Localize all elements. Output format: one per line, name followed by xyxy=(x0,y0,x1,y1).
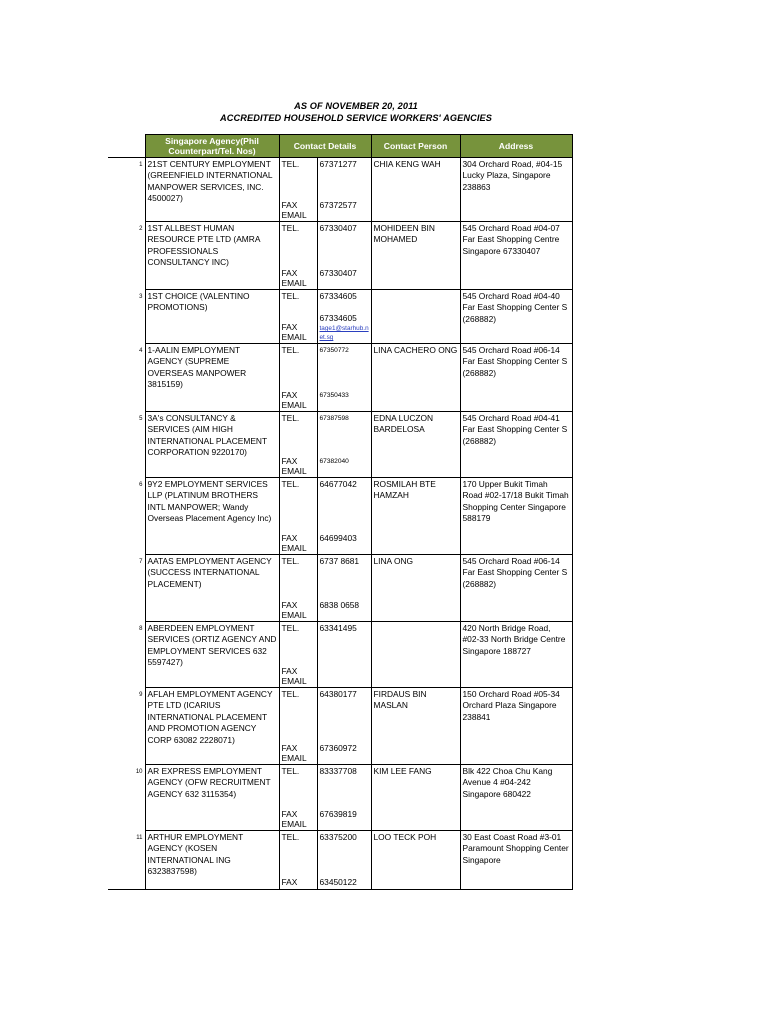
contact-values-cell xyxy=(317,765,371,831)
agency-name: 1ST ALLBEST HUMAN RESOURCE PTE LTD (AMRA PROFESSIONALS CONSULTANCY INC) xyxy=(147,223,260,268)
address-cell xyxy=(460,831,572,890)
fax-number: 67639819 xyxy=(319,808,357,819)
email-label: EMAIL xyxy=(281,819,307,829)
address-text: 420 North Bridge Road, #02-33 North Bridge Centre Singapore 188727 xyxy=(462,623,566,656)
table-row xyxy=(108,622,572,688)
contact-person: LOO TECK POH xyxy=(373,832,437,842)
row-number xyxy=(108,622,145,688)
contact-person-cell xyxy=(371,290,460,344)
table-header-row xyxy=(108,135,572,158)
address-text: 545 Orchard Road #06-14 Far East Shopping Center S (268882) xyxy=(462,345,568,378)
contact-labels-cell xyxy=(279,831,317,890)
tel-number: 64677042 xyxy=(319,479,357,489)
agency-name: ABERDEEN EMPLOYMENT SERVICES (ORTIZ AGENCY AND EMPLOYMENT SERVICES 632 5597427) xyxy=(147,623,277,668)
tel-label: TEL. xyxy=(281,291,300,301)
table-row xyxy=(108,765,572,831)
address-cell xyxy=(460,222,572,290)
contact-person: CHIA KENG WAH xyxy=(373,159,441,169)
tel-label: TEL. xyxy=(281,479,300,489)
email-label: EMAIL xyxy=(281,543,307,553)
contact-person: LINA CACHERO ONG xyxy=(373,345,458,355)
address-text: Blk 422 Choa Chu Kang Avenue 4 #04-242 Singapore 680422 xyxy=(462,766,553,799)
contact-values-cell xyxy=(317,158,371,222)
contact-values-cell xyxy=(317,344,371,412)
tel-number: 67330407 xyxy=(319,223,357,233)
email-label: EMAIL xyxy=(281,676,307,686)
date-line: AS OF NOVEMBER 20, 2011 xyxy=(294,101,418,111)
row-number-text: 1 xyxy=(139,162,143,168)
tel-label: TEL. xyxy=(281,766,300,776)
contact-labels-cell xyxy=(279,222,317,290)
fax-number: 67330407 xyxy=(319,267,357,278)
tel-number: 6737 8681 xyxy=(319,556,360,566)
tel-number: 63341495 xyxy=(319,623,357,633)
row-number xyxy=(108,158,145,222)
contact-labels-cell xyxy=(279,344,317,412)
tel-label: TEL. xyxy=(281,623,300,633)
address-text: 545 Orchard Road #04-40 Far East Shopping Center S (268882) xyxy=(462,291,568,324)
agency-cell xyxy=(145,478,279,555)
row-number-text: 2 xyxy=(139,225,143,232)
address-cell xyxy=(460,765,572,831)
contact-person-cell xyxy=(371,478,460,555)
fax-label: FAX xyxy=(281,808,298,819)
address-cell xyxy=(460,688,572,765)
contact-labels-cell xyxy=(279,412,317,478)
fax-label: FAX xyxy=(281,599,298,610)
row-number-text: 4 xyxy=(139,347,143,354)
contact-values-cell xyxy=(317,622,371,688)
fax-label: FAX xyxy=(281,455,298,466)
fax-label: FAX xyxy=(281,532,298,543)
agency-cell xyxy=(145,765,279,831)
row-number-text: 3 xyxy=(139,293,143,300)
row-number-text: 6 xyxy=(139,481,143,488)
contact-person: KIM LEE FANG xyxy=(373,766,432,776)
tel-label: TEL. xyxy=(281,223,300,233)
row-number xyxy=(108,344,145,412)
agency-table xyxy=(108,134,573,890)
row-number-text: 10 xyxy=(135,768,143,775)
row-number-text: 11 xyxy=(136,834,143,841)
fax-number: 67382040 xyxy=(319,457,349,465)
table-row xyxy=(108,290,572,344)
tel-label: TEL. xyxy=(281,413,300,423)
agency-column-header: Singapore Agency(Phil Counterpart/Tel. Nos) xyxy=(145,135,279,158)
contact-labels-cell xyxy=(279,478,317,555)
row-number-text: 8 xyxy=(139,625,143,632)
contact-values-cell xyxy=(317,222,371,290)
table-row xyxy=(108,688,572,765)
table-row xyxy=(108,478,572,555)
agency-cell xyxy=(145,344,279,412)
email-label: EMAIL xyxy=(281,400,307,410)
contact-labels-cell xyxy=(279,622,317,688)
tel-number: 67350772 xyxy=(319,347,349,354)
contact-values-cell xyxy=(317,688,371,765)
contact-person-cell xyxy=(371,765,460,831)
fax-number: 63450122 xyxy=(319,876,357,887)
address-cell xyxy=(460,158,572,222)
contact-values-cell xyxy=(317,478,371,555)
contact-person-cell xyxy=(371,688,460,765)
fax-label: FAX xyxy=(281,199,298,210)
agency-name: 1-AALIN EMPLOYMENT AGENCY (SUPREME OVERSEAS MANPOWER 3815159) xyxy=(147,345,247,390)
email-link[interactable]: tage1@starhub.net.sg xyxy=(319,325,369,341)
address-text: 545 Orchard Road #04-07 Far East Shopping Centre Singapore 67330407 xyxy=(462,223,560,256)
row-number xyxy=(108,688,145,765)
agency-name: AFLAH EMPLOYMENT AGENCY PTE LTD (ICARIUS INTERNATIONAL PLACEMENT AND PROMOTION AGENCY CORP 63082 2228071) xyxy=(147,689,273,745)
agency-name: AR EXPRESS EMPLOYMENT AGENCY (OFW RECRUITMENT AGENCY 632 3115354) xyxy=(147,766,271,799)
row-number-text: 7 xyxy=(139,558,143,565)
table-row xyxy=(108,555,572,622)
row-number xyxy=(108,290,145,344)
row-number xyxy=(108,831,145,890)
row-number xyxy=(108,222,145,290)
contact-person: LINA ONG xyxy=(373,556,414,566)
index-header xyxy=(108,135,145,158)
agency-name: 9Y2 EMPLOYMENT SERVICES LLP (PLATINUM BROTHERS INTL MANPOWER; Wandy Overseas Placement Agency Inc) xyxy=(147,479,272,524)
tel-number: 67387598 xyxy=(319,415,349,422)
row-number xyxy=(108,555,145,622)
agency-name: 21ST CENTURY EMPLOYMENT (GREENFIELD INTERNATIONAL MANPOWER SERVICES, INC. 4500027) xyxy=(147,159,273,204)
row-number-text: 9 xyxy=(139,691,143,698)
agency-cell xyxy=(145,622,279,688)
row-number xyxy=(108,412,145,478)
address-text: 150 Orchard Road #05-34 Orchard Plaza Singapore 238841 xyxy=(462,689,560,722)
row-number-text: 5 xyxy=(139,415,143,422)
row-number xyxy=(108,478,145,555)
table-row xyxy=(108,412,572,478)
table-row xyxy=(108,344,572,412)
contact-person: EDNA LUCZON BARDELOSA xyxy=(373,413,434,435)
fax-number: 67360972 xyxy=(319,742,357,753)
tel-number: 67371277 xyxy=(319,159,357,169)
contact-values-cell xyxy=(317,555,371,622)
contact-column-header: Contact Details xyxy=(279,135,371,158)
tel-number: 63375200 xyxy=(319,832,357,842)
address-text: 30 East Coast Road #3-01 Paramount Shopping Center Singapore xyxy=(462,832,569,865)
email-label: EMAIL xyxy=(281,466,307,476)
email-label: EMAIL xyxy=(281,753,307,763)
contact-labels-cell xyxy=(279,555,317,622)
contact-values-cell xyxy=(317,831,371,890)
table-row xyxy=(108,158,572,222)
contact-values-cell xyxy=(317,412,371,478)
title-line: ACCREDITED HOUSEHOLD SERVICE WORKERS' AGENCIES xyxy=(220,113,492,123)
person-column-header: Contact Person xyxy=(371,135,460,158)
agency-name: AATAS EMPLOYMENT AGENCY (SUCCESS INTERNATIONAL PLACEMENT) xyxy=(147,556,272,589)
fax-label: FAX xyxy=(281,267,298,278)
contact-labels-cell xyxy=(279,765,317,831)
tel-label: TEL. xyxy=(281,159,300,169)
contact-person-cell xyxy=(371,831,460,890)
contact-person: ROSMILAH BTE HAMZAH xyxy=(373,479,436,501)
fax-number: 67334605 xyxy=(319,312,357,323)
tel-number: 64380177 xyxy=(319,689,357,699)
address-text: 170 Upper Bukit Timah Road #02-17/18 Bukit Timah Shopping Center Singapore 588179 xyxy=(462,479,569,524)
fax-label: FAX xyxy=(281,876,298,887)
contact-person-cell xyxy=(371,344,460,412)
address-text: 304 Orchard Road, #04-15 Lucky Plaza, Singapore 238863 xyxy=(462,159,563,192)
document-title xyxy=(140,100,572,124)
fax-label: FAX xyxy=(281,665,298,676)
fax-number: 67372577 xyxy=(319,199,357,210)
tel-label: TEL. xyxy=(281,556,300,566)
contact-person-cell xyxy=(371,622,460,688)
contact-person: MOHIDEEN BIN MOHAMED xyxy=(373,223,435,245)
fax-label: FAX xyxy=(281,389,298,400)
contact-labels-cell xyxy=(279,688,317,765)
address-text: 545 Orchard Road #06-14 Far East Shopping Center S (268882) xyxy=(462,556,568,589)
fax-number: 64699403 xyxy=(319,532,357,543)
address-cell xyxy=(460,478,572,555)
table-row xyxy=(108,831,572,890)
table-row xyxy=(108,222,572,290)
agency-cell xyxy=(145,412,279,478)
contact-person-cell xyxy=(371,158,460,222)
address-text: 545 Orchard Road #04-41 Far East Shopping Center S (268882) xyxy=(462,413,568,446)
email-label: EMAIL xyxy=(281,278,307,288)
contact-labels-cell xyxy=(279,158,317,222)
contact-person-cell xyxy=(371,222,460,290)
address-cell xyxy=(460,290,572,344)
agency-name: 1ST CHOICE (VALENTINO PROMOTIONS) xyxy=(147,291,250,313)
address-cell xyxy=(460,622,572,688)
contact-person-cell xyxy=(371,412,460,478)
email-label: EMAIL xyxy=(281,610,307,620)
tel-label: TEL. xyxy=(281,832,300,842)
agency-name: ARTHUR EMPLOYMENT AGENCY (KOSEN INTERNATIONAL ING 6323837598) xyxy=(147,832,244,877)
fax-number: 6838 0658 xyxy=(319,599,360,610)
agency-cell xyxy=(145,290,279,344)
tel-number: 83337708 xyxy=(319,766,357,776)
agency-name: 3A's CONSULTANCY & SERVICES (AIM HIGH INTERNATIONAL PLACEMENT CORPORATION 9220170) xyxy=(147,413,267,458)
tel-label: TEL. xyxy=(281,689,300,699)
fax-label: FAX xyxy=(281,742,298,753)
contact-labels-cell xyxy=(279,290,317,344)
contact-values-cell xyxy=(317,290,371,344)
agency-cell xyxy=(145,222,279,290)
agency-cell xyxy=(145,158,279,222)
address-cell xyxy=(460,555,572,622)
row-number xyxy=(108,765,145,831)
agency-cell xyxy=(145,555,279,622)
address-cell xyxy=(460,344,572,412)
email-label: EMAIL xyxy=(281,332,307,342)
contact-person-cell xyxy=(371,555,460,622)
email-label: EMAIL xyxy=(281,210,307,220)
tel-number: 67334605 xyxy=(319,291,357,301)
address-cell xyxy=(460,412,572,478)
contact-person: FIRDAUS BIN MASLAN xyxy=(373,689,427,711)
agency-cell xyxy=(145,688,279,765)
agency-cell xyxy=(145,831,279,890)
fax-number: 67350433 xyxy=(319,391,349,399)
tel-label: TEL. xyxy=(281,345,300,355)
fax-label: FAX xyxy=(281,321,298,332)
address-column-header: Address xyxy=(460,135,572,158)
